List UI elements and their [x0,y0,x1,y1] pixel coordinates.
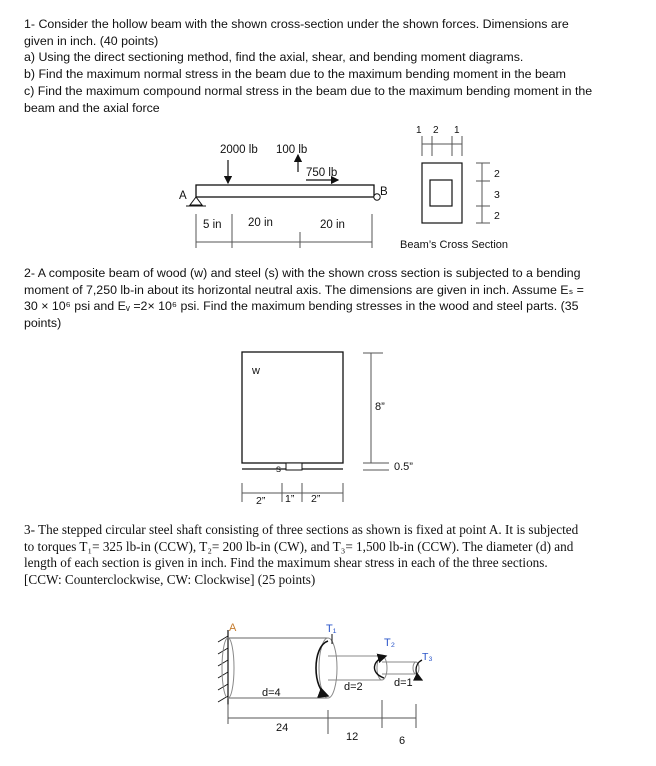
diameter-3-label: d=1 [394,677,413,689]
problem1-line: b) Find the maximum normal stress in the beam due to the maximum bending moment in the beam [24,67,566,82]
problem3-line: 3- The stepped circular steel shaft consisting of three sections as shown is fixed at point A. It is subjected [24,522,579,537]
diameter-1-label: d=4 [262,687,281,699]
wood-label: w [252,365,260,377]
dim-20in-first: 20 in [248,217,273,229]
problem2-line: 30 × 10⁶ psi and Eᵥ =2× 10⁶ psi. Find the maximum bending stresses in the wood and steel parts. (35 [24,299,579,314]
length-3-label: 6 [399,735,406,747]
problem1-line: c) Find the maximum compound normal stress in the beam due to the maximum bending moment in the [24,83,593,98]
bottom-dim-label: 1” [285,493,295,505]
force-2000-label: 2000 lb [220,144,258,156]
beam-body [196,185,374,197]
side-dim-label: 3 [494,189,500,201]
top-dim-label: 1 [416,125,422,136]
torque-t2-label: T₂ [384,637,395,649]
beam-figure [179,144,388,248]
torque-t3-label: T₃ [422,651,433,663]
steel-label: s [276,464,281,475]
height-label: 8” [375,401,385,413]
problem1-line: given in inch. (40 points) [24,33,159,48]
composite-beam-figure [242,352,413,507]
inner-rect [430,180,452,206]
point-a-label: A [179,190,187,202]
problem3-line: to torques T₁= 325 lb-in (CCW), T₂= 200 lb-in (CW), and T₃= 1,500 lb-in (CCW). The diameter (d) and [24,538,574,554]
top-dim-label: 1 [454,125,460,136]
steel-part [286,463,302,470]
top-dim-label: 2 [433,125,439,136]
dim-5in: 5 in [203,219,222,231]
cross-section-caption: Beam’s Cross Section [400,239,509,251]
problem1-line: a) Using the direct sectioning method, find the axial, shear, and bending moment diagrams. [24,50,524,65]
dim-20in-second: 20 in [320,219,345,231]
pin-support-a [190,197,202,205]
steel-thickness-label: 0.5” [394,461,413,473]
problem1-line: beam and the axial force [24,100,160,115]
problem3-line: length of each section is given in inch. Find the maximum shear stress in each of the three sections. [24,555,548,570]
problem2-line: points) [24,316,62,331]
point-b-label: B [380,186,388,198]
length-1-label: 24 [276,722,289,734]
shaft-point-a: A [229,622,237,634]
side-dim-label: 2 [494,168,500,180]
problem2-line: 2- A composite beam of wood (w) and steel (s) with the shown cross section is subjected to a bending [24,266,581,280]
side-dim-label: 2 [494,210,500,222]
length-2-label: 12 [346,731,359,743]
wall-hatching [218,636,228,702]
torque-t1-label: T₁ [326,623,337,635]
bottom-dim-label: 2” [256,495,266,507]
problem1-line: 1- Consider the hollow beam with the shown cross-section under the shown forces. Dimensions are [24,17,569,31]
force-750-label: 750 lb [306,167,338,179]
problem3-line: [CCW: Counterclockwise, CW: Clockwise] (25 points) [24,571,316,587]
bottom-dim-label: 2” [311,493,321,505]
stepped-shaft-figure [218,622,433,747]
diameter-2-label: d=2 [344,681,363,693]
force-100-label: 100 lb [276,144,308,156]
beam-cross-section [400,125,508,251]
problem2-line: moment of 7,250 lb-in about its horizontal neutral axis. The dimensions are given in inch. Assume Eₛ = [24,282,584,297]
